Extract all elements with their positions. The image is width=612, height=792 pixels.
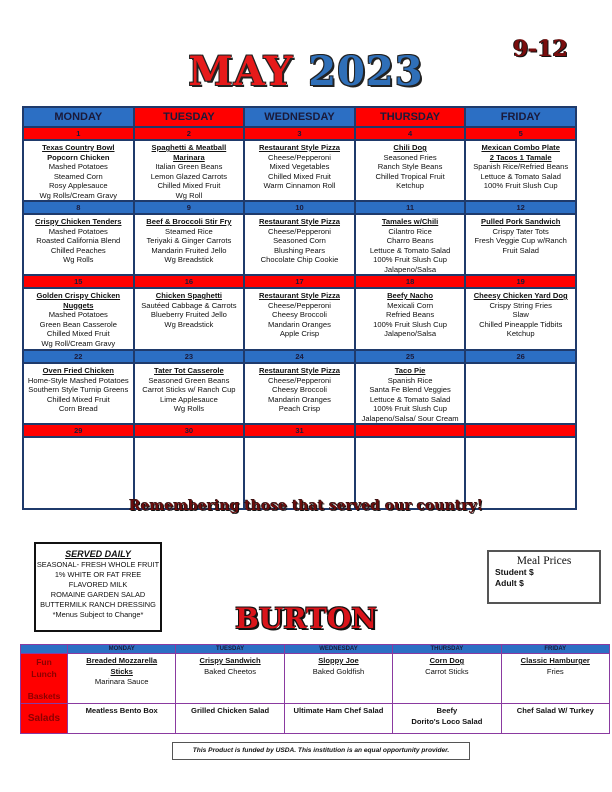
fun-lunch-cell: [68, 654, 176, 704]
side-item: Chilled Peaches: [50, 245, 106, 255]
date-number: 16: [134, 275, 245, 288]
side-item: Chilled Mixed Fruit: [157, 181, 221, 190]
menu-day-cell: [244, 214, 355, 275]
side-item: Corn Bread: [58, 404, 98, 413]
burton-day-header: TUESDAY: [176, 645, 284, 654]
side-item: Ketchup: [396, 181, 425, 190]
side-item: Mixed Vegetables: [269, 162, 330, 171]
date-number: 15: [23, 275, 134, 288]
date-number: 3: [244, 127, 355, 140]
side-item: Slaw: [512, 310, 529, 319]
title-year: 2023: [308, 48, 424, 95]
served-daily-line: BUTTERMILK RANCH DRESSING: [40, 600, 156, 609]
side-item: Mexicali Corn: [387, 300, 434, 310]
date-number: 2: [134, 127, 245, 140]
fun-lunch-baskets-label: [21, 654, 68, 704]
menu-day-cell: [23, 140, 134, 201]
burton-menu-table: [20, 644, 610, 734]
side-item: Jalapeno/Salsa/ Sour Cream: [361, 413, 459, 423]
entree-name: Texas Country Bowl: [42, 143, 115, 152]
menu-day-cell: [244, 140, 355, 201]
entree-name: Mexican Combo Plate: [481, 143, 560, 152]
side-item: Santa Fe Blend Veggies: [369, 385, 451, 394]
entree-name: Crispy Chicken Tenders: [35, 217, 122, 226]
date-number: 17: [244, 275, 355, 288]
day-header-monday: MONDAY: [23, 107, 134, 127]
meal-prices-box: [487, 550, 601, 604]
side-item: Roasted California Blend: [36, 236, 121, 245]
served-daily-line: 1% WHITE OR FAT FREE: [54, 570, 142, 579]
side-item: Cheese/Pepperoni: [268, 375, 331, 385]
salad-cell: [393, 704, 501, 734]
side-item: Chilled Mixed Fruit: [268, 171, 331, 181]
day-header-friday: FRIDAY: [465, 107, 576, 127]
side-item: Seasoned Green Beans: [148, 375, 230, 385]
salad-cell: [176, 704, 284, 734]
entree-name: Sticks: [110, 666, 133, 676]
side-item: Apple Crisp: [279, 329, 320, 338]
salad-name: Grilled Chicken Salad: [191, 706, 270, 715]
salad-name: Beefy: [436, 706, 458, 715]
side-item: Cheese/Pepperoni: [268, 300, 331, 310]
date-number: 10: [244, 201, 355, 214]
entree-name: Tater Tot Casserole: [154, 366, 224, 375]
side-item: Jalapeno/Salsa: [384, 329, 437, 338]
menu-day-cell: [134, 363, 245, 424]
date-number: 31: [244, 424, 355, 437]
side-item: Chocolate Chip Cookie: [260, 255, 339, 264]
side-item: Mandarin Oranges: [268, 394, 331, 404]
served-daily-line: SEASONAL- FRESH WHOLE FRUIT: [36, 560, 160, 569]
menu-calendar: [22, 106, 577, 510]
entree-name: Classic Hamburger: [520, 656, 590, 665]
entree-name: Taco Pie: [394, 366, 426, 375]
side-item: Carrot Sticks w/ Ranch Cup: [142, 385, 236, 394]
served-daily-heading: SERVED DAILY: [65, 549, 131, 559]
side-item: Chilled Mixed Fruit: [46, 329, 110, 338]
date-number: 22: [23, 350, 134, 363]
adult-price: Adult $: [495, 578, 524, 588]
side-item: Sautéed Cabbage & Carrots: [141, 300, 237, 310]
entree-name: Breaded Mozzarella: [86, 656, 158, 665]
side-item: Teriyaki & Ginger Carrots: [146, 236, 232, 245]
side-item: Rosy Applesauce: [48, 181, 108, 190]
side-item: Wg Breadstick: [164, 255, 214, 264]
side-item: Baked Goldfish: [312, 666, 365, 676]
side-item: Chilled Tropical Fruit: [375, 171, 445, 181]
entree-name: Beef & Broccoli Stir Fry: [146, 217, 232, 226]
entree-name: Marinara: [173, 152, 205, 162]
side-item: 100% Fruit Slush Cup: [373, 255, 448, 264]
side-item: Spanish Rice/Refried Beans: [473, 162, 569, 171]
salad-name: Dorito's Loco Salad: [411, 716, 483, 726]
menu-day-cell: [355, 288, 466, 350]
date-number: 8: [23, 201, 134, 214]
day-header-wednesday: WEDNESDAY: [244, 107, 355, 127]
date-number: 24: [244, 350, 355, 363]
side-item: Warm Cinnamon Roll: [263, 181, 336, 190]
date-number: 18: [355, 275, 466, 288]
side-item: Cheesy Broccoli: [272, 385, 327, 394]
side-item: Mashed Potatoes: [48, 310, 108, 319]
day-header-thursday: THURSDAY: [355, 107, 466, 127]
date-number: 5: [465, 127, 576, 140]
row-label-line: Fun: [36, 656, 52, 667]
entree-secondary: Popcorn Chicken: [47, 152, 110, 162]
side-item: Blushing Pears: [273, 245, 326, 255]
menu-day-cell: [355, 214, 466, 275]
row-label-line: Baskets: [27, 690, 61, 701]
menu-day-cell: [23, 214, 134, 275]
side-item: Cheese/Pepperoni: [268, 226, 331, 236]
menu-day-cell: [244, 288, 355, 350]
usda-notice: This Product is funded by USDA. This institution is an equal opportunity provider.: [172, 742, 470, 760]
served-daily-line: ROMAINE GARDEN SALAD: [50, 590, 146, 599]
side-item: Crispy Tater Tots: [492, 226, 549, 236]
entree-name: Tamales w/Chili: [381, 217, 439, 226]
salad-cell: [501, 704, 609, 734]
side-item: Fries: [546, 666, 564, 676]
side-item: Spanish Rice: [387, 375, 433, 385]
menu-day-cell: [355, 140, 466, 201]
entree-name: Golden Crispy Chicken Nuggets: [36, 291, 121, 310]
salad-name: Ultimate Ham Chef Salad: [293, 706, 384, 715]
side-item: Lettuce & Tomato Salad: [369, 394, 451, 404]
date-number: 4: [355, 127, 466, 140]
memorial-banner: Remembering those that served our country!: [129, 498, 483, 514]
menu-day-cell: [465, 288, 576, 350]
side-item: Fresh Veggie Cup w/Ranch: [474, 236, 567, 245]
salads-label: Salads: [21, 704, 68, 734]
side-item: Wg Roll: [175, 190, 203, 200]
side-item: Italian Green Beans: [155, 162, 223, 171]
burton-day-header: FRIDAY: [501, 645, 609, 654]
served-daily-line: *Menus Subject to Change*: [52, 610, 144, 619]
side-item: Home-Style Mashed Potatoes: [27, 375, 129, 385]
day-header-tuesday: TUESDAY: [134, 107, 245, 127]
menu-day-cell: [465, 140, 576, 201]
side-item: Jalapeno/Salsa: [384, 264, 437, 274]
menu-day-cell: [465, 214, 576, 275]
salad-name: Meatless Bento Box: [85, 706, 158, 715]
date-number: 29: [23, 424, 134, 437]
entree-name: Cheesy Chicken Yard Dog: [473, 291, 568, 300]
side-item: 100% Fruit Slush Cup: [483, 181, 558, 190]
side-item: Ranch Style Beans: [377, 162, 443, 171]
side-item: Wg Rolls: [63, 255, 94, 264]
side-item: 100% Fruit Slush Cup: [373, 404, 448, 413]
date-number: 23: [134, 350, 245, 363]
side-item: Lettuce & Tomato Salad: [480, 171, 561, 181]
side-item: Refried Beans: [386, 310, 435, 319]
entree-name: Restaurant Style Pizza: [258, 143, 340, 152]
side-item: Cilantro Rice: [388, 226, 432, 236]
menu-day-cell: [134, 288, 245, 350]
side-item: Steamed Rice: [165, 226, 213, 236]
salad-cell: [68, 704, 176, 734]
menu-day-cell: [355, 363, 466, 424]
grade-range: 9-12: [512, 36, 568, 62]
entree-name: Beefy Nacho: [387, 291, 434, 300]
entree-name: Spaghetti & Meatball: [151, 143, 227, 152]
entree-name: Chili Dog: [393, 143, 427, 152]
menu-day-cell: [134, 140, 245, 201]
side-item: Lime Applesauce: [159, 394, 218, 404]
entree-name: Restaurant Style Pizza: [258, 217, 340, 226]
side-item: Carrot Sticks: [425, 666, 469, 676]
side-item: Wg Roll/Cream Gravy: [41, 338, 116, 348]
date-number: [465, 424, 576, 437]
side-item: Charro Beans: [386, 236, 434, 245]
side-item: Lettuce & Tomato Salad: [369, 245, 451, 255]
side-item: Ketchup: [506, 329, 535, 338]
header-blank: [21, 645, 68, 654]
title-month: MAY: [188, 48, 294, 95]
salad-cell: [284, 704, 392, 734]
entree-name: Oven Fried Chicken: [42, 366, 114, 375]
side-item: Mashed Potatoes: [48, 162, 108, 171]
side-item: Chilled Pineapple Tidbits: [479, 319, 563, 329]
date-number: 25: [355, 350, 466, 363]
side-item: Mashed Potatoes: [48, 226, 108, 236]
side-item: Lemon Glazed Carrots: [150, 171, 228, 181]
side-item: Blueberry Fruited Jello: [150, 310, 227, 319]
fun-lunch-cell: [393, 654, 501, 704]
fun-lunch-cell: [501, 654, 609, 704]
fun-lunch-cell: [284, 654, 392, 704]
entree-name: Restaurant Style Pizza: [258, 366, 340, 375]
side-item: Crispy String Fries: [489, 300, 552, 310]
date-number: [355, 424, 466, 437]
date-number: 26: [465, 350, 576, 363]
side-item: Seasoned Fries: [383, 152, 437, 162]
menu-day-cell: [134, 214, 245, 275]
burton-day-header: THURSDAY: [393, 645, 501, 654]
side-item: Mandarin Fruited Jello: [151, 245, 227, 255]
side-item: Wg Rolls: [173, 404, 205, 413]
date-number: 1: [23, 127, 134, 140]
date-number: 12: [465, 201, 576, 214]
burton-title: BURTON: [235, 602, 377, 635]
date-number: 19: [465, 275, 576, 288]
side-item: Fruit Salad: [502, 245, 540, 255]
side-item: Green Bean Casserole: [39, 319, 117, 329]
menu-day-cell: [465, 363, 576, 424]
salad-name: Chef Salad W/ Turkey: [516, 706, 594, 715]
entree-name: Restaurant Style Pizza: [258, 291, 340, 300]
row-label-line: Lunch: [31, 668, 57, 679]
side-item: Marinara Sauce: [94, 677, 149, 686]
side-item: Wg Breadstick: [164, 319, 214, 329]
entree-name: Sloppy Joe: [318, 656, 359, 665]
menu-day-cell: [23, 363, 134, 424]
side-item: Wg Rolls/Cream Gravy: [39, 190, 118, 200]
fun-lunch-cell: [176, 654, 284, 704]
side-item: Cheesy Broccoli: [272, 310, 327, 319]
burton-day-header: WEDNESDAY: [284, 645, 392, 654]
entree-name: Chicken Spaghetti: [155, 291, 223, 300]
side-item: Southern Style Turnip Greens: [28, 385, 129, 394]
side-item: 100% Fruit Slush Cup: [373, 319, 448, 329]
entree-name: 2 Tacos 1 Tamale: [489, 152, 552, 162]
meal-prices-heading: Meal Prices: [516, 555, 572, 567]
entree-name: Crispy Sandwich: [199, 656, 261, 665]
side-item: Seasoned Corn: [273, 236, 326, 245]
side-item: Cheese/Pepperoni: [268, 152, 331, 162]
served-daily-line: FLAVORED MILK: [68, 580, 128, 589]
side-item: Baked Cheetos: [204, 666, 257, 676]
date-number: 11: [355, 201, 466, 214]
date-number: 9: [134, 201, 245, 214]
side-item: Peach Crisp: [278, 404, 321, 413]
date-number: 30: [134, 424, 245, 437]
burton-day-header: MONDAY: [68, 645, 176, 654]
menu-day-cell: [23, 288, 134, 350]
entree-name: Pulled Pork Sandwich: [481, 217, 561, 226]
student-price: Student $: [495, 567, 534, 577]
side-item: Chilled Mixed Fruit: [46, 394, 110, 404]
side-item: Mandarin Oranges: [268, 319, 331, 329]
side-item: Steamed Corn: [53, 171, 103, 181]
menu-day-cell: [244, 363, 355, 424]
entree-name: Corn Dog: [429, 656, 465, 665]
